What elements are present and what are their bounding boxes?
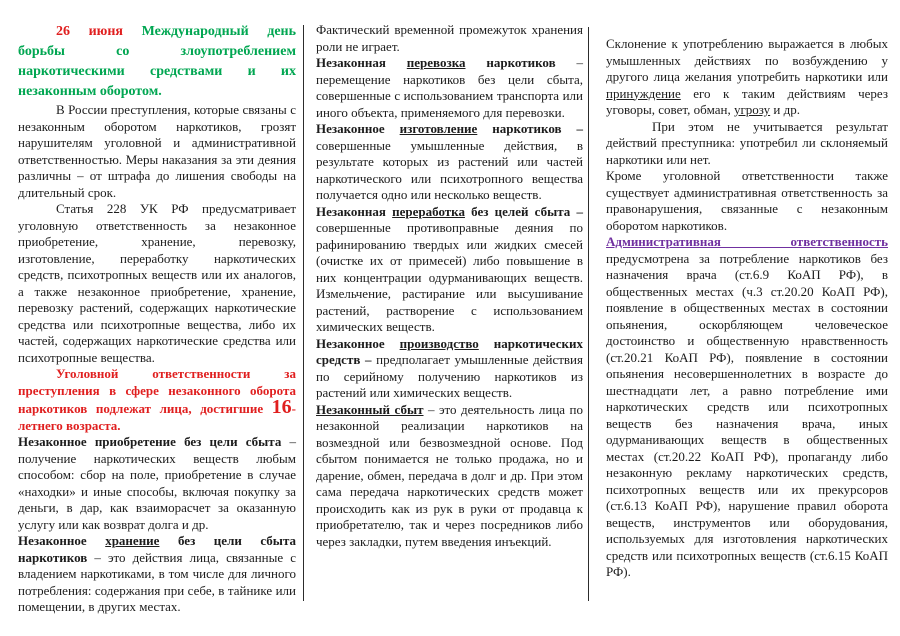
administrative-responsibility: [606, 234, 888, 581]
text-run: Незаконное: [18, 533, 106, 548]
text-run: предусмотрена за потребление наркотиков без назначения врача (ст.6.9 КоАП РФ), в общественных местах (ч.3 ст.20.20 КоАП РФ), появление в общественных местах в состоянии опьянения, оскорбляющем человеческое достоинство и общественную нравственность (ст.20.21 КоАП РФ), появление в состоянии опьянения несовершеннолетних в возрасте до шестнадцати лет, а равно потребление ими наркотических средств или психотропных веществ без назначения врача, иных одурманивающих веществ в общественных местах (ст.20.22 КоАП РФ), пропаганду либо незаконную рекламу наркотических средств, психотропных веществ или их прекурсоров (ст.6.13 КоАП РФ), нарушение правил оборота веществ, инструментов или оборудования, используемых для изготовления наркотических средств или психотропных веществ (ст.6.15 КоАП РФ).: [606, 250, 888, 579]
column-divider-2: [588, 27, 589, 601]
text-run: Статья 228 УК РФ предусматривает уголовную ответственность за незаконное приобретение, хранение, перевозку, изготовление, переработку наркотических средств, психотропных веществ или их аналогов, а также незаконное приобретение, хранение, перевозку растений, содержащих наркотические средства или психотропные вещества, либо их частей, содержащих наркотические средства или психотропные вещества.: [18, 201, 296, 365]
text-run: совершенные противоправные деяния по рафинированию твердых или жидких смесей (очистке их от примесей) либо повышение в них концентрации одурманивающих веществ. Измельчение, растирание или высушивание растений, растворение с использованием химических веществ.: [316, 220, 583, 334]
paragraph: [18, 434, 296, 533]
text-run: без целей сбыта –: [464, 203, 583, 219]
text-run: принуждение: [606, 85, 681, 101]
paragraph: [18, 201, 296, 366]
text-run: и др.: [770, 102, 800, 117]
text-run: Незаконное: [316, 121, 400, 136]
text-run: В России преступления, которые связаны с незаконным оборотом наркотиков, грозят нарушителям уголовной и административной ответственностью. Меры наказания за эти деяния различны – от штрафа до лишения свободы на длительный срок.: [18, 102, 296, 200]
text-run: – получение наркотических веществ любым способом: сбор на поле, приобретение в случае «находки» и иные способы, включая покупку за деньги, в дар, как взаиморасчет за оказанную услугу или как возврат долга и др.: [18, 434, 296, 532]
text-run: 16: [271, 396, 292, 418]
text-run: хранение: [105, 533, 160, 548]
text-run: – это деятельность лица по незаконной реализации наркотиков на возмездной или безвозмездной основе. Под сбытом понимается не только продажа, но и дарение, обмен, передача в долг и др. При этом сама передача наркотических средств может происходить как из рук в руки от продавца к приобретателю, так и через посредников либо через закладки, путем введения инъекций.: [316, 401, 584, 549]
paragraph: [606, 119, 888, 169]
text-run: угрозу: [733, 102, 771, 117]
column-2: [316, 22, 583, 550]
paragraph: [18, 102, 296, 201]
text-run: -летнего возраста.: [18, 401, 296, 433]
text-run: его к таким действиям через уговоры, совет, обман,: [606, 85, 888, 117]
paragraph: [316, 121, 583, 204]
text-run: предполагает умышленные действия по серийному получению наркотиков из растений или химических веществ.: [316, 352, 583, 400]
text-run: совершенные умышленные действия, в результате которых из растений или частей наркотического или психотропного вещества получается одно или несколько веществ.: [316, 137, 583, 202]
text-run: Незаконная: [316, 55, 407, 70]
paragraph: [316, 402, 583, 551]
age-warning: [18, 366, 296, 434]
text-run: перевозка: [406, 55, 466, 70]
text-run: наркотиков: [465, 55, 556, 70]
text-run: без цели сбыта наркотиков: [18, 533, 296, 565]
column-3: [606, 36, 888, 581]
text-run: Международный день борьбы со злоупотреблением наркотическими средствами и их незаконным оборотом.: [18, 24, 296, 99]
paragraph: [606, 168, 888, 234]
text-run: Склонение к употреблению выражается в любых умышленных действиях по возбуждению у другого лица желания употребить наркотики или: [606, 36, 888, 84]
text-run: Незаконное: [316, 335, 400, 351]
text-run: производство: [399, 335, 479, 351]
text-run: – перемещение наркотиков без цели сбыта, совершенные с использованием транспорта или иного объекта, применяемого для перевозки.: [316, 55, 583, 120]
text-run: Незаконный сбыт: [316, 401, 424, 417]
paragraph: [18, 533, 296, 616]
document-title: [18, 22, 296, 102]
text-run: Незаконная: [316, 203, 393, 219]
text-run: 26 июня: [56, 24, 142, 39]
paragraph: [316, 55, 583, 121]
paragraph: [316, 204, 583, 336]
text-run: Незаконное приобретение без цели сбыта: [18, 434, 282, 449]
text-run: наркотиков –: [477, 121, 583, 136]
text-run: Фактический временной промежуток хранения роли не играет.: [316, 22, 583, 54]
text-run: изготовление: [399, 121, 478, 136]
text-run: переработка: [392, 203, 465, 219]
column-divider-1: [303, 25, 304, 601]
text-run: наркотических средств –: [316, 335, 583, 367]
text-run: – это действия лица, связанные с владением наркотиками, в том числе для личного потребления: содержания при себе, в тайнике или помещении, в других местах.: [18, 549, 296, 614]
paragraph: [316, 336, 583, 402]
text-run: Кроме уголовной ответственности также существует административная ответственность за правонарушения, связанные с незаконным оборотом наркотиков.: [606, 168, 888, 233]
text-run: При этом не учитывается результат действий преступника: употребил ли склоняемый наркотики или нет.: [606, 118, 888, 167]
column-1: [18, 22, 296, 616]
text-run: Административная ответственность: [606, 234, 888, 249]
text-run: Уголовной ответственности за преступления в сфере незаконного оборота наркотиков подлежат лица, достигшие: [18, 366, 296, 416]
paragraph: [606, 36, 888, 119]
paragraph: [316, 22, 583, 55]
